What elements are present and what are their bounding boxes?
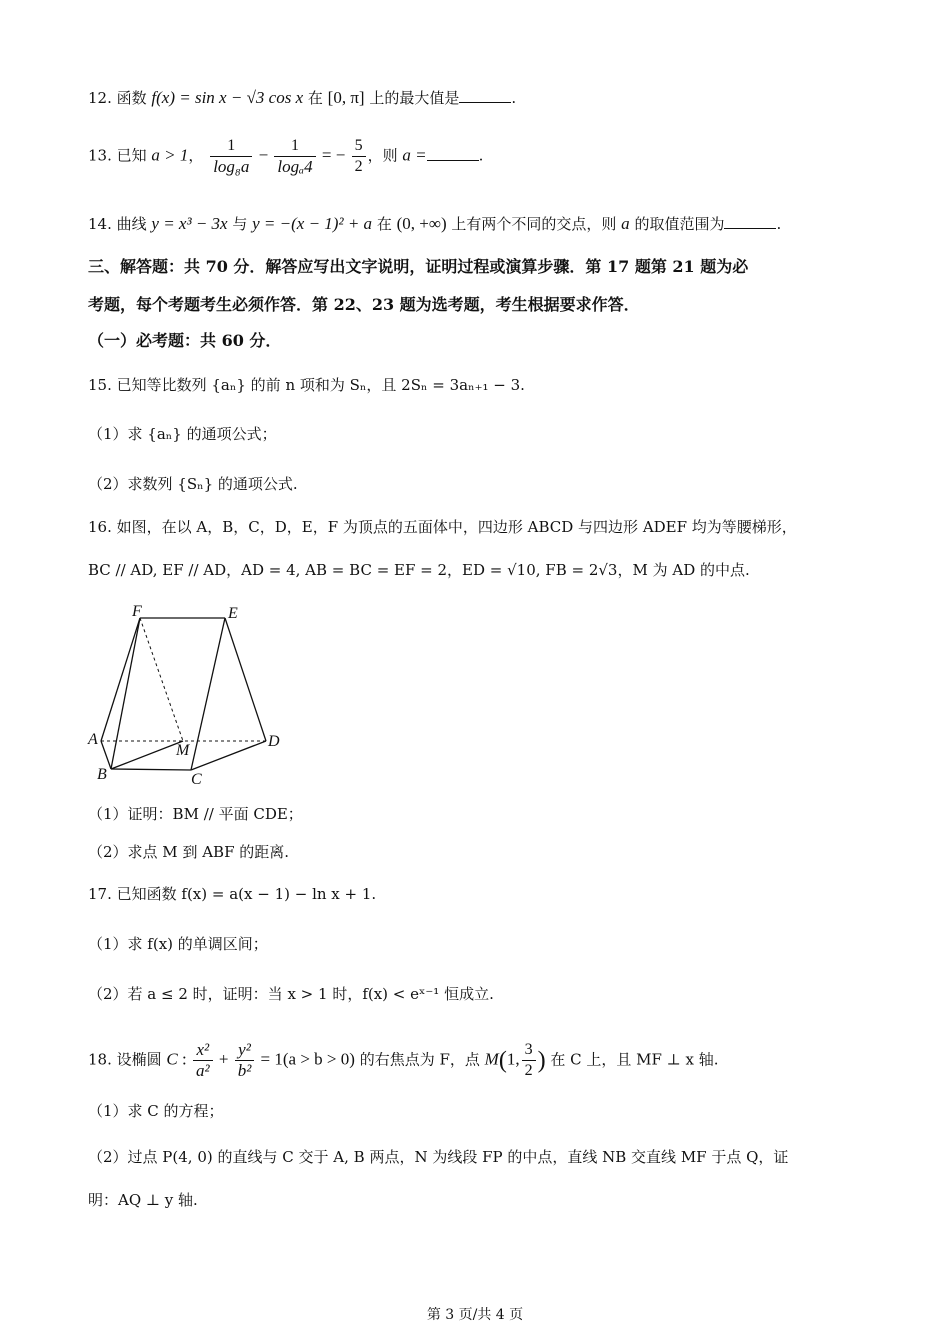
q13-num2: 1 (274, 136, 315, 157)
question-16-part-2: （2）求点 M 到 ABF 的距离. (88, 843, 290, 861)
q18-d32: 2 (524, 1062, 533, 1079)
q13-num1: 1 (210, 136, 252, 157)
q14-curve-2: y = −(x − 1)² + a (252, 214, 373, 233)
section-subheading: （一）必考题：共 60 分． (88, 331, 282, 350)
label-E: E (228, 605, 238, 622)
q13-lhs: a = (402, 145, 427, 165)
q13-fraction-2 (274, 136, 315, 177)
question-15-stem: 15. 已知等比数列 {aₙ} 的前 n 项和为 Sₙ，且 2Sₙ = 3aₙ₊₁ − 3. (88, 376, 525, 394)
question-17-stem: 17. 已知函数 f(x) = a(x − 1) − ln x + 1. (88, 885, 377, 903)
label-A: A (88, 731, 98, 748)
label-C: C (191, 771, 202, 788)
question-18-part-1: （1）求 C 的方程； (88, 1102, 224, 1120)
q14-variable: a (621, 214, 630, 233)
q14-suffix-2: 的取值范围为 (629, 215, 725, 233)
q18-after: 在 C 上，且 MF ⊥ x 轴. (545, 1050, 719, 1069)
edge-BC (111, 769, 191, 770)
question-18-stem (88, 1040, 719, 1081)
q13-equals: = − (317, 145, 350, 165)
edge-EC (191, 618, 225, 770)
question-17-part-2: （2）若 a ≤ 2 时，证明：当 x > 1 时，f(x) < eˣ⁻¹ 恒成立. (88, 985, 494, 1003)
q18-point-M: M (484, 1049, 499, 1069)
q18-equation-rest: = 1(a > b > 0) (256, 1049, 355, 1069)
q18-fraction-x (193, 1040, 213, 1081)
label-B: B (97, 766, 107, 783)
q13-end: . (478, 146, 484, 165)
question-17-part-1: （1）求 f(x) 的单调区间； (88, 935, 268, 953)
q18-fraction-y (235, 1040, 255, 1081)
edge-BM (111, 741, 183, 769)
q12-mid: 在 (303, 89, 328, 107)
q18-colon: : (177, 1049, 191, 1069)
q13-condition: a > 1 (151, 145, 189, 165)
edge-CD (191, 741, 266, 770)
q18-paren-left: ( (498, 1047, 507, 1074)
edge-ED (225, 618, 266, 741)
q12-interval: [0, π] (327, 88, 365, 107)
question-14 (88, 213, 781, 235)
question-16-stem: 16. 如图，在以 A，B，C，D，E，F 为顶点的五面体中，四边形 ABCD 与四边形 ADEF 均为等腰梯形， (88, 518, 797, 536)
section-3-heading-line-2: 考题，每个考题考生必须作答．第 22、23 题为选考题，考生根据要求作答． (88, 295, 640, 314)
pentahedron-figure (80, 598, 300, 790)
q14-and: 与 (227, 215, 253, 233)
question-15-part-2: （2）求数列 {Sₙ} 的通项公式. (88, 475, 298, 493)
question-18-part-2-cont: 明：AQ ⊥ y 轴. (88, 1191, 198, 1209)
q14-interval: (0, +∞) (396, 214, 447, 233)
answer-blank[interactable] (724, 214, 776, 229)
q18-y-den: b² (237, 1061, 252, 1080)
q18-y-num: y² (235, 1040, 255, 1061)
q18-mid: 的右焦点为 F，点 (354, 1050, 485, 1069)
q14-curve-1: y = x³ − 3x (151, 214, 228, 233)
section-3-heading-line-1: 三、解答题：共 70 分．解答应写出文字说明，证明过程或演算步骤．第 17 题第 21 题为必 (88, 257, 749, 276)
edge-FB (111, 618, 140, 769)
q13-num3: 5 (352, 136, 366, 157)
q18-ellipse-name: C (166, 1049, 178, 1069)
question-13 (88, 136, 483, 177)
q13-fraction-3 (352, 136, 366, 177)
answer-blank[interactable] (427, 146, 479, 161)
q13-den3: 2 (354, 158, 363, 175)
q12-suffix: 上的最大值是 (364, 89, 460, 107)
q14-in: 在 (372, 215, 397, 233)
q13-comma: ， (188, 146, 204, 165)
label-F: F (132, 603, 142, 620)
q18-plus: + (214, 1049, 233, 1069)
q12-function: f(x) = sin x − √3 cos x (151, 88, 304, 107)
q18-x-den: a² (195, 1061, 210, 1080)
question-18-part-2: （2）过点 P(4, 0) 的直线与 C 交于 A, B 两点，N 为线段 FP 的中点，直线 NB 交直线 MF 于点 Q，证 (88, 1148, 789, 1166)
label-M: M (176, 742, 190, 759)
q18-prefix: 18. 设椭圆 (88, 1050, 167, 1069)
q14-end: . (776, 215, 782, 233)
q18-n32: 3 (522, 1040, 536, 1061)
q12-prefix: 12. 函数 (88, 89, 152, 107)
q13-then: ，则 (367, 146, 403, 165)
q18-point-x: 1, (506, 1049, 520, 1069)
question-12 (88, 87, 516, 109)
q18-paren-right: ) (537, 1047, 546, 1074)
q13-prefix: 13. 已知 (88, 146, 152, 165)
q14-suffix: 上有两个不同的交点，则 (446, 215, 622, 233)
q13-den2: logₐ4 (277, 157, 313, 176)
q12-end: . (511, 89, 517, 107)
q14-prefix: 14. 曲线 (88, 215, 152, 233)
answer-blank[interactable] (459, 88, 511, 103)
q13-den1: log₈a (213, 157, 250, 176)
edge-FM-hidden (140, 618, 183, 741)
edge-AB (101, 741, 111, 769)
question-15-part-1: （1）求 {aₙ} 的通项公式； (88, 425, 277, 443)
q18-fraction-3-2 (522, 1040, 536, 1081)
label-D: D (268, 733, 280, 750)
q13-minus: − (254, 145, 273, 165)
q18-x-num: x² (193, 1040, 213, 1061)
q13-fraction-1 (210, 136, 252, 177)
question-16-conditions: BC // AD, EF // AD，AD = 4, AB = BC = EF = 2，ED = √10, FB = 2√3，M 为 AD 的中点. (88, 561, 750, 579)
page-footer: 第 3 页/共 4 页 (426, 1307, 524, 1323)
question-16-part-1: （1）证明：BM // 平面 CDE； (88, 805, 303, 823)
